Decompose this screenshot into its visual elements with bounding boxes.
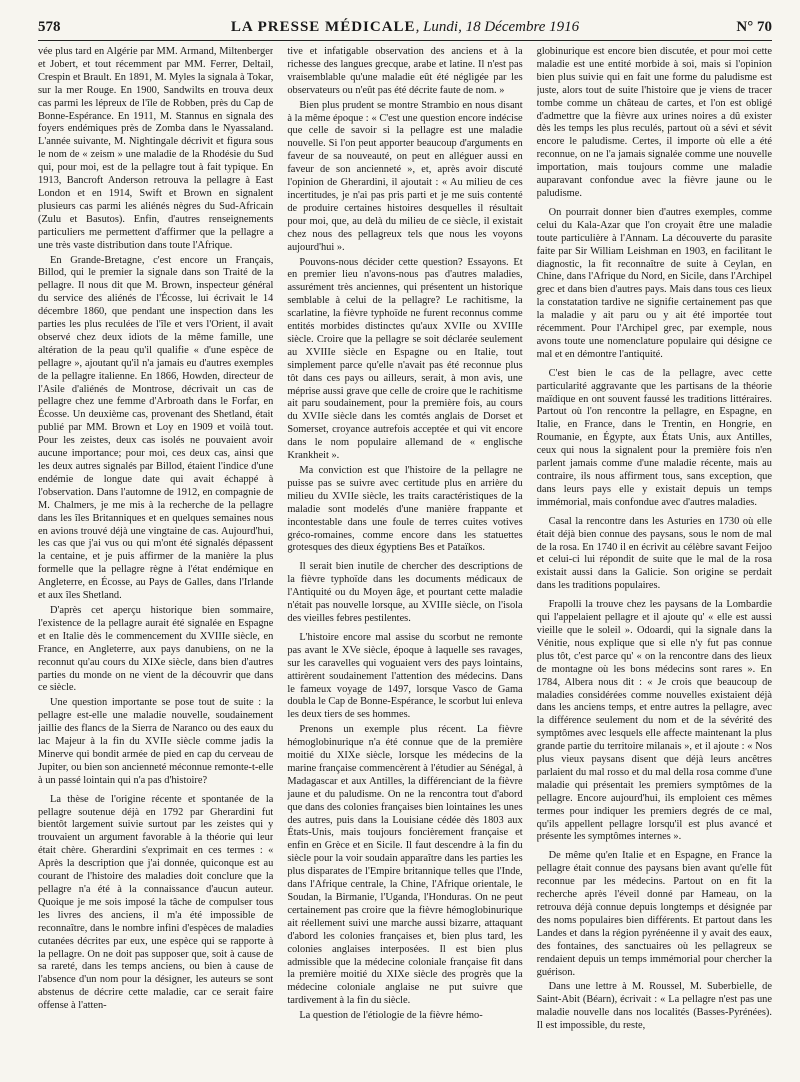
paragraph: L'histoire encore mal assise du scorbut ne remonte pas avant le XVe siècle, époque à laquelle ses ravages, sur les caravelles qui voguaient vers des pays lointains, attirèrent soudainement l'attention des médecins. Dans le fameux voyage de 1497, lorsque Vasco de Gama doubla le Cap de Bonne-Espérance, le scorbut lui enleva les deux tiers de ses hommes. — [287, 631, 523, 721]
paragraph: Pouvons-nous décider cette question? Essayons. Et en premier lieu n'avons-nous pas d'autres maladies, assurément très anciennes, qui présentent un historique semblable à celui de la pellagre? Le rachitisme, la scarlatine, la fièvre typhoïde ne furent reconnus comme entités morbides distinctes qu'aux XVIIe ou XVIIIe siècle. Croire que la pellagre se soit déclarée seulement au XVIIIe siècle en Espagne ou en Italie, tout simplement parce qu'elle n'avait pas été reconnue plus tôt dans ces pays ou ailleurs, serait, à mon avis, une méprise aussi grave que celle de croire que le rachitisme ait paru soudainement, pour la première fois, au cours du XVIIe siècle dans les comtés anglais de Dorset et Somerset, croyance autrefois acceptée et qui vit encore dans le nom populaire allemand de « englische Krankheit ». — [287, 256, 523, 462]
running-title — [98, 19, 712, 36]
paragraph: La question de l'étiologie de la fièvre hémo- — [299, 1010, 483, 1022]
text-column-1 — [38, 46, 273, 1074]
page-number: 578 — [38, 18, 61, 35]
paragraph: Une question importante se pose tout de suite : la pellagre est-elle une maladie nouvelle, soudainement jaillie des flancs de la Sierra de Naranco ou des eaux du lac Majeur à la fin du XVIIe siècle comme jadis la Minerve qui bondit armée de pied en cap du cerveau de Jupiter, ou bien son ancienneté méconnue remonte-t-elle à un passé lointain qui n'a pas d'histoire? — [38, 697, 274, 786]
paragraph: On pourrait donner bien d'autres exemples, comme celui du Kala-Azar que l'on croyait être une maladie toute particulière à l'Annam. La découverte du parasite faite par Sir William Leishman en 1903, en facilitant le diagnostic, la fit reconnaître de suite à Ceylan, en Chine, dans l'Afrique du Nord, en Sicile, dans l'Archipel grec et dans bien d'autres pays. Mais dans tous ces lieux la constatation tardive ne signifie certainement pas que la maladie y ait paru ou y ait été importée tout récemment. Pour l'Archipel grec, par exemple, nous avons toute une nomenclature populaire qui désigne ce mal et en démontre l'antiquité. — [536, 206, 772, 360]
text-column-3 — [537, 46, 772, 1074]
paragraph: vée plus tard en Algérie par MM. Armand, Miltenberger et Jobert, et tout récemment par MM. Ferrer, Deltail, Crespin et Brault. En 1891, M. Myles la signala à Tokar, sur la mer Rouge. En 1900, Sandwilts en trouva deux cas parmi les lépreux de l'île de Robben, près du Cap de Bonne-Espérance. En 1911, M. Stannus en signala des foyers endémiques près de Zomba dans le Nyassaland. L'année suivante, M. Nightingale décrivit et figura sous le nom de « zeism » une maladie de la Rhodésie du Sud qui, pour moi, est de la pellagre tout à fait typique. En 1913, Bancroft Anderson retrouva la pellagre à East London et en 1914, Swift et Brown en signalent plusieurs cas parmi les aliénés nègres du Sud-Africain (Zulu et Basutos). Enfin, d'autres renseignements particuliers me permettent d'affirmer que la pellagre a une très vaste distribution dans toute l'Afrique. — [38, 46, 274, 251]
paragraph: D'après cet aperçu historique bien sommaire, l'existence de la pellagre aurait été signalée en Espagne et en Italie dès le commencement du XVIIIe siècle, en France, en Angleterre, aux pays danubiens, on ne la reconnut qu'au cours du XIXe siècle, dans bien d'autres parties du monde on ne vient de la découvrir que dans ce siècle. — [38, 604, 274, 694]
paragraph: Ma conviction est que l'histoire de la pellagre ne puisse pas se suivre avec certitude plus en arrière du milieu du XVIIe siècle, les traits caractéristiques de la maladie sont modelés d'une manière frappante et incontestable dans une foule de terres cuites votives gréco-romaines, comme encore dans les statuettes grotesques des dieux égyptiens Bes et Pataïkos. — [287, 465, 523, 554]
text-column-2 — [287, 46, 522, 1074]
paragraph: Bien plus prudent se montre Strambio en nous disant à la même époque : « C'est une question encore indécise que celle de savoir si la pellagre est une maladie nouvelle. Si l'on peut apporter beaucoup d'arguments en faveur de sa nouveauté, on peut en alléguer aussi en faveur de son ancienneté », et, après avoir discuté l'opinion de Gherardini, il ajoutait : « Au milieu de ces incertitudes, je n'ai pas pris parti et je me suis contenté de produire certaines histoires desquelles il résultait pour moi, que, au delà du milieu de ce siècle, il existait chez nous des pellagreux tels que nous les voyons aujourd'hui ». — [287, 99, 523, 253]
paragraph: Casal la rencontre dans les Asturies en 1730 où elle était déjà bien connue des paysans, sous le nom de mal de la rosa. En 1740 il en écrivit au célèbre savant Feijoo et celui-ci lui répondit de suite que le mal de la rosa existait aussi dans la Galicie. Son origine se perdait dans les traditions populaires. — [536, 515, 772, 592]
paragraph: Il serait bien inutile de chercher des descriptions de la fièvre typhoïde dans les documents médicaux de l'Antiquité ou du Moyen âge, et pourtant cette maladie n'était pas nouvelle lorsque, au XVIIIe siècle, on l'isola des vieilles febres pestilentes. — [287, 561, 523, 624]
paragraph: Frapolli la trouve chez les paysans de la Lombardie qui l'appelaient pellagre et il ajoute qu' « elle est aussi vieille que le soleil ». Odoardi, qui la signale dans la Vénitie, nous explique que si elle n'y fut pas connue plus tôt, c'est parce qu' « on la rencontre dans des lieux de montagne où les bons médecins sont rares ». En 1784, Albera nous dit : « Je crois que beaucoup de maladies considérées comme nouvelles existaient déjà dans les anciens temps, et entre autres la pellagre, avec la différence seulement du nom et de la sévérité des symptômes avec lesquels elle affecte maintenant la plus grande partie du territoire milanais », et il ajoute : « Nos plus vieux paysans disent que déjà leurs ancêtres parlaient du mal rosso et du mal della rosa comme d'une maladie qui présentait les premiers symptômes de la pellagre. Encore aujourd'hui, ils emploient ces mêmes termes pour indiquer les premiers degrés de ce mal, qu'ils appellent pellagre lorsqu'il est plus avancé et présente les symptômes internes ». — [536, 599, 772, 843]
issue-number: N° 70 — [736, 18, 772, 35]
paragraph: En Grande-Bretagne, c'est encore un Français, Billod, qui le premier la signale dans son Traité de la pellagre. Il nous dit que M. Brown, inspecteur général du service des aliénés de l'Écosse, lui écrivait le 14 décembre 1860, que pendant une inspection dans les parties les plus reculées de l'île et vers l'Orient, il avait observé chez deux idiots de la même famille, une altération de la peau qu'il qualifie « d'une espèce de pellagre », ajoutant qu'il n'a jamais eu d'autres exemples de la pellagre italienne. En 1866, Howden, directeur de l'Asile d'aliénés de Montrose, décrivait un cas de pellagre chez une femme d'Arbroath dans le Forfar, en Écosse. Un deuxième cas, provenant des Shetland, était publié par MM. Brown et Loy en 1909 et voilà tout. Pour les zeistes, deux cas isolés ne pouvaient avoir aucune importance; pour moi, ces deux cas, ainsi que les deux autres signalés par Billod, étaient l'indice d'une endémie de longue date qui avait échappé à l'observation. Dans l'automne de 1912, en compagnie de M. Chalmers, je me mis à la recherche de la pellagre dans les îles Britanniques et en quelques semaines nous en avions trouvé déjà une vingtaine de cas. Aujourd'hui, les cas que j'ai vus ou qui m'ont été signalés dépassent la centaine, et je puis affirmer de la manière la plus formelle que la pellagre règne à l'état endémique en Angleterre, en Écosse, au Pays de Galles, dans l'Irlande et aux îles Shetland. — [38, 254, 274, 602]
paragraph: La thèse de l'origine récente et spontanée de la pellagre soutenue déjà en 1792 par Gherardini fut bientôt largement suivie surtout par les zeistes qui y trouvaient un argument favorable à la théorie qui leur était chère. Gherardini s'exprimait en ces termes : « Après la description que j'ai donnée, quiconque est au courant de l'histoire des maladies doit conclure que la pellagre n'a été à la connaissance d'aucun auteur. Quoique je me sois imposé la tâche de compulser tous les livres des anciens, il m'a été impossible de reconnaître, dans le nombre infini d'espèces de maladies cutanées décrites par eux, une espèce qui se rapporte à la pellagre. On ne doit pas supposer que, soit à cause de sa rareté, dans les temps anciens, ou bien à cause de l'absence d'un nom pour la désigner, les auteurs se sont abstenus de décrire cette maladie, car ce serait faire offense à l'atten- — [38, 793, 274, 1012]
paragraph: De même qu'en Italie et en Espagne, en France la pellagre était connue des paysans bien avant qu'elle fût reconnue par les médecins. Partout on en fit la recherche après l'éveil donné par Hameau, on la retrouva déjà connue depuis longtemps et désignée par des noms populaires bien différents. Et partout dans les Landes et dans la région pyrénéenne il y avait des eaux, des fontaines, des sanctuaires où les pellagreux se rendaient depuis un temps immémorial pour chercher la guérison. — [536, 850, 772, 978]
paragraph: tive et infatigable observation des anciens et à la richesse des langues grecque, arabe et latine. Il n'est pas vraisemblable qu'une maladie eût été négligée par les observateurs ou n'eût pas été décrite faute de nom. » — [287, 46, 523, 96]
issue-date: , Lundi, 18 Décembre 1916 — [415, 18, 580, 35]
page-header — [38, 14, 772, 41]
paragraph: Prenons un exemple plus récent. La fièvre hémoglobinurique n'a été connue que de la première moitié du XIXe siècle, lorsque les médecins de la marine française commencèrent à l'étudier au Sénégal, à Madagascar et aux Antilles, la différenciant de la fièvre jaune et du paludisme. On ne la rencontra tout d'abord que dans des colonies françaises bien lointaines les unes des autres, puis dans la Louisiane cédée dès 1803 aux États-Unis, mais toujours foncièrement française et enfin en Grèce et en Sicile. Il faut descendre à la fin du siècle pour la voir soudain apparaître dans les parties les plus disparates de l'Empire britannique telles que l'Inde, dans l'Afrique centrale, la Chine, l'Afrique orientale, le Soudan, la Birmanie, l'Uganda, l'Honduras. On ne peut certainement pas croire que la fièvre hémoglobinurique ait réellement suivi une marche aussi bizarre, attaquant d'abord les colonies françaises et, bien plus tard, les colonies anglaises interposées. Il est bien plus admissible que la médecine coloniale française fit dans la première moitié du XIXe siècle des progrès que la médecine coloniale anglaise ne put suivre que tardivement à la fin du siècle. — [287, 724, 523, 1007]
article-body — [38, 46, 772, 1074]
paragraph: Dans une lettre à M. Roussel, M. Suberbielle, de Saint-Abit (Béarn), écrivait : « La pellagre n'est pas une maladie nouvelle dans nos localités (Basses-Pyrénées). Il est impossible, du reste, — [536, 981, 772, 1032]
journal-name: LA PRESSE MÉDICALE — [230, 18, 416, 35]
paragraph: globinurique est encore bien discutée, et pour moi cette maladie est une entité morbide à soi, mais si l'opinion bien plus suivie qui en fait une forme du paludisme est juste, alors tout de suite l'histoire que je viens de tracer tombe comme un château de cartes, et l'on est obligé d'admettre que la fièvre aux urines noires a dû exister dès les temps les plus reculés, partout où a sévi et sévit encore le paludisme. Certes, il importe où elle a été reconnue, on ne l'a jamais signalée comme une nouvelle importation, mais toujours comme une maladie auparavant confondue avec la fièvre jaune ou le paludisme. — [536, 46, 772, 199]
paragraph: C'est bien le cas de la pellagre, avec cette particularité aggravante que les partisans de la théorie maïdique en ont souvent faussé les traditions littéraires. Partout où l'on rencontre la pellagre, en Espagne, en Italie, en France, dans le Trentin, en Hongrie, en Roumanie, en Égypte, aux États Unis, aux Antilles, ceux qui nous la signalent pour la première fois n'en parlent jamais comme d'une maladie récente, mais au contraire, ils nous affirment tous, sans exception, que dans leurs pays elle y existait depuis un temps immémorial, mais confondue avec d'autres maladies. — [536, 367, 772, 508]
